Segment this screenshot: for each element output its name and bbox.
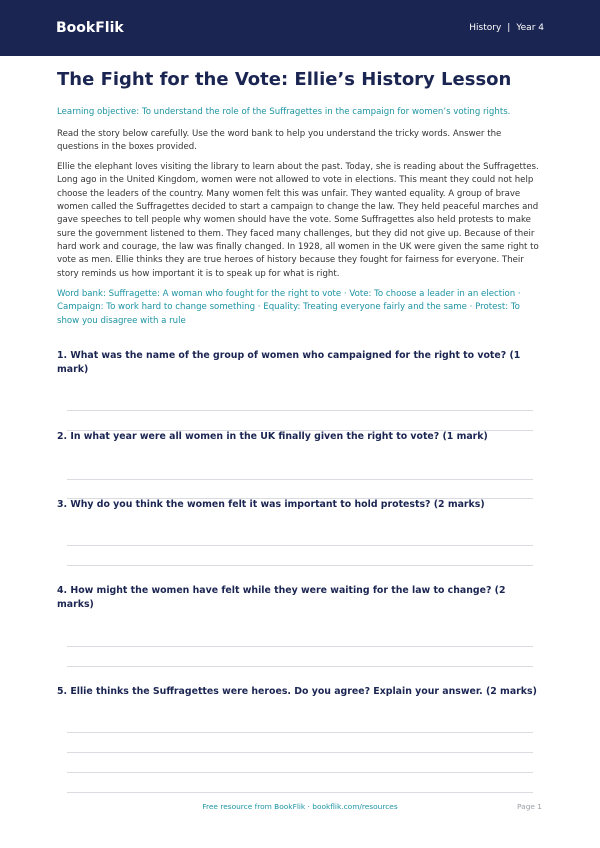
learning-objective: Learning objective: To understand the role of the Suffragettes in the campaign for women’s voting rights. [57,106,511,117]
page-header [0,0,600,56]
answer-line[interactable] [67,732,533,733]
word-bank: Word bank: Suffragette: A woman who fought for the right to vote · Vote: To choose a leader in an election · Campaign: To work hard to change something · Equality: Treating everyone fairly and the same · Protest: To show you disagree with a rule [57,288,521,326]
year-label: Year 4 [516,23,544,33]
page-title: The Fight for the Vote: Ellie’s History Lesson [57,69,512,90]
worksheet-content [0,69,600,793]
header-separator: | [507,23,511,33]
question-5: 5. Ellie thinks the Suffragettes were heroes. Do you agree? Explain your answer. (2 marks) [57,685,537,697]
page-number: Page 1 [517,802,542,811]
answer-line[interactable] [67,752,533,753]
answer-line[interactable] [67,410,533,411]
answer-line[interactable] [67,666,533,667]
question-2: 2. In what year were all women in the UK finally given the right to vote? (1 mark) [57,431,488,443]
header-meta [469,23,544,33]
question-3: 3. Why do you think the women felt it was important to hold protests? (2 marks) [57,499,485,511]
brand-logo: BookFlik [56,20,124,36]
story-text: Ellie the elephant loves visiting the library to learn about the past. Today, she is reading about the Suffragettes. Long ago in the United Kingdom, women were not allowed to vote in elections. This meant they could not help choose the leaders of the country. Many women felt this was unfair. They wanted equality. A group of brave women called the Suffragettes decided to start a campaign to change the law. They held peaceful marches and gave speeches to tell people why women should have the vote. Some Suffragettes also held protests to make sure the government listened to them. They faced many challenges, but they did not give up. Because of their hard work and courage, the law was finally changed. In 1928, all women in the UK were given the same right to vote as men. Ellie thinks they are true heroes of history because they fought for fairness for everyone. Their story reminds us how important it is to speak up for what is right. [57,162,539,279]
answer-line[interactable] [67,565,533,566]
answer-line[interactable] [67,479,533,480]
answer-line[interactable] [67,772,533,773]
answer-line[interactable] [67,545,533,546]
answer-line[interactable] [67,792,533,793]
question-4: 4. How might the women have felt while they were waiting for the law to change? (2 marks) [57,585,506,611]
instructions: Read the story below carefully. Use the word bank to help you understand the tricky words. Answer the questions in the boxes provided. [57,128,502,152]
subject-label: History [469,23,502,33]
question-1: 1. What was the name of the group of women who campaigned for the right to vote? (1 mark) [57,349,521,376]
answer-line[interactable] [67,646,533,647]
footer-credit[interactable]: Free resource from BookFlik · bookflik.com/resources [202,802,398,811]
